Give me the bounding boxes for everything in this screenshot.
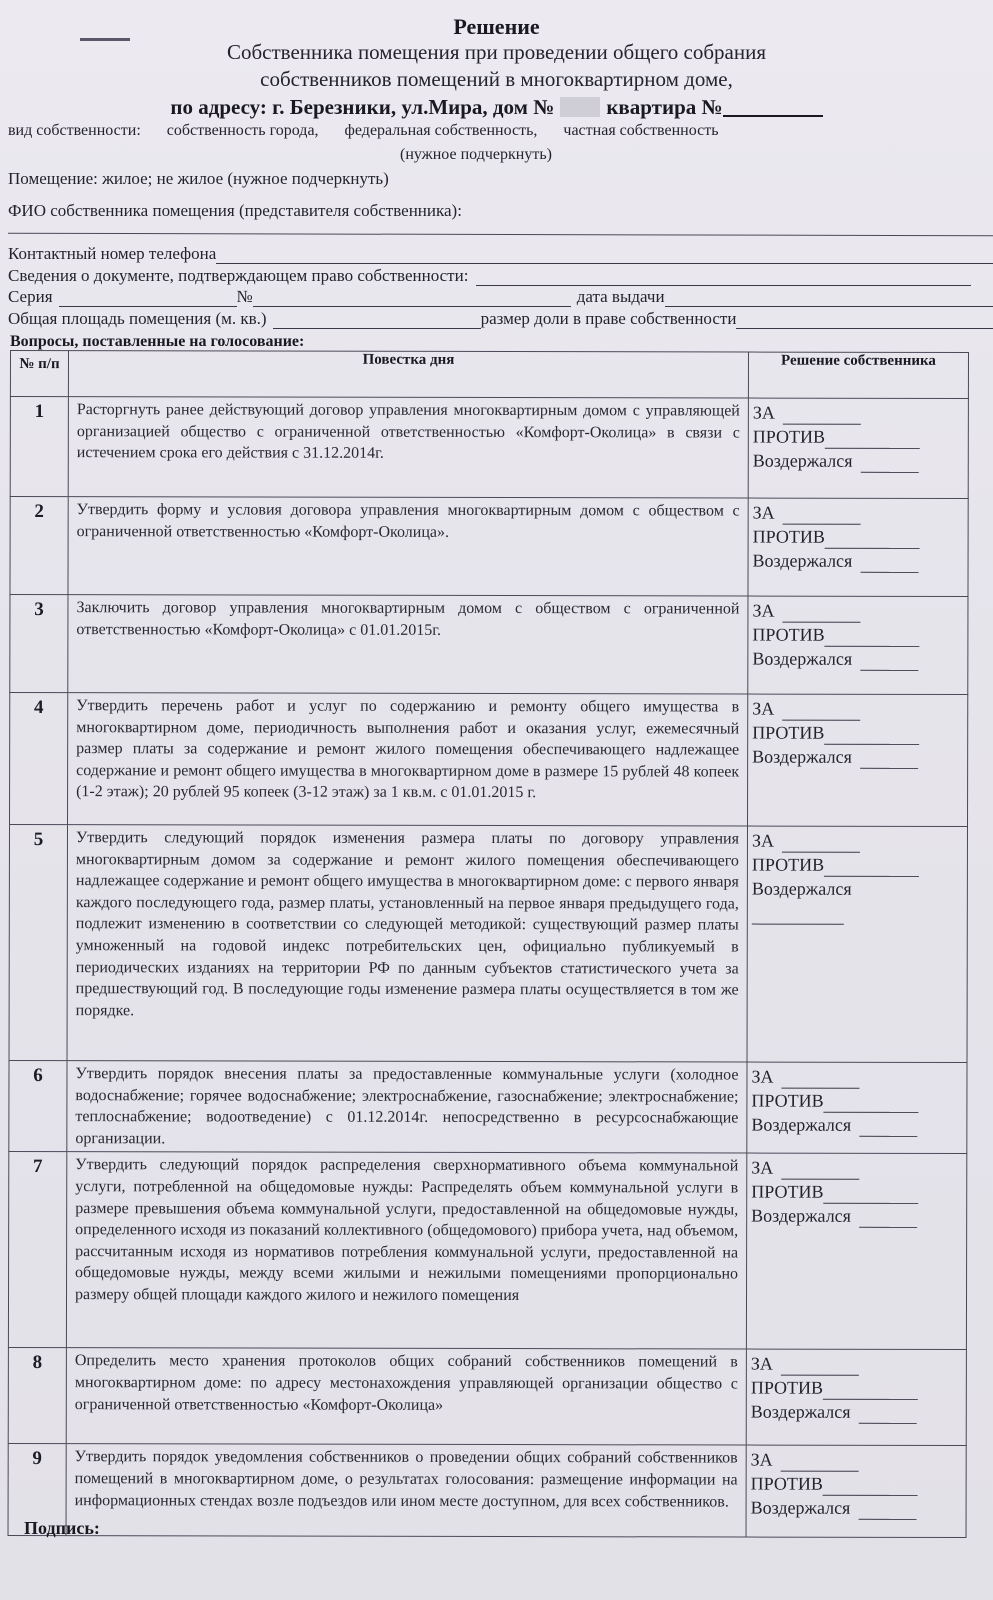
vote-for[interactable] [752,829,963,853]
document-subtitle-line-2: собственников помещений в многоквартирном доме, [260,67,733,91]
decision-cell [746,1445,966,1537]
vote-abstain-field[interactable] [860,751,918,769]
ownership-option-federal[interactable]: федеральная собственность, [344,122,538,139]
vote-against[interactable] [753,425,964,449]
vote-abstain-field[interactable] [860,555,918,573]
ownership-type-line [8,122,740,140]
address-line [0,95,993,120]
vote-abstain-field[interactable] [859,1406,917,1424]
decision-cell [746,1153,966,1349]
vote-for[interactable] [751,1448,962,1472]
vote-against-label: ПРОТИВ [752,722,825,743]
vote-abstain-field[interactable] [859,1119,917,1137]
decision-cell [748,498,968,596]
vote-abstain-label: Воздержался [751,1205,851,1227]
vote-for-label: ЗА [750,1449,773,1470]
vote-abstain[interactable] [752,647,963,671]
owner-name-label: ФИО собственника помещения (представителя собственника): [8,201,462,220]
vote-against[interactable] [751,1376,962,1400]
vote-for-field[interactable] [781,1454,859,1472]
area-label: Общая площадь помещения (м. кв.) [8,309,267,328]
vote-for-field[interactable] [782,605,860,623]
vote-for-label: ЗА [752,402,775,423]
vote-abstain-field[interactable] [858,1502,916,1520]
share-field[interactable] [736,313,993,329]
agenda-item-text: Утвердить порядок уведомления собственников о проведении общих собраний собственников помещений в многоквартирном доме, о результатах голосования: размещение информации на информационных стендах возле подъездов или ином месте доступном, для всех собственников. [66,1444,746,1537]
vote-against-field[interactable] [825,629,920,647]
row-number: 7 [8,1152,66,1348]
area-field[interactable] [273,313,481,329]
agenda-item-text: Утвердить следующий порядок изменения размера платы по договору управления многоквартирным домом за содержание и ремонт жилого помещения обеспечивающего надлежащее содержание и ремонт общего имущества в многоквартирном доме: с первого января каждого последующего года, размер платы, установленный на первое января предыдущего года, подлежит изменению в соответствии со следующей методикой: существующий размер платы умноженный на годовой индекс потребительских цен, официально публикуемый в периодических изданиях на территории РФ по данным субъектов статистического учета за предшествующий год. В последующие годы изменение размера платы осуществляется в том же порядке. [67,825,747,1062]
vote-against[interactable] [752,721,963,745]
agenda-item-text: Утвердить перечень работ и услуг по содержанию и ремонту общего имущества в многоквартирном доме, периодичность выполнения работ и оказания услуг, ежемесячный размер платы за содержание и ремонт жилого помещения обеспечивающего надлежащее содержание и ремонт общего имущества в многоквартирном доме в размере 15 рублей 48 копеек (1-2 этаж); 20 рублей 95 копеек (3-12 этаж) за 1 кв.м. с 01.01.2015 г. [68,693,748,826]
decision-cell [746,1349,966,1445]
apartment-label: квартира № [606,95,723,119]
agenda-item-text: Определить место хранения протоколов общих собраний собственников помещений в многоквартирном доме: по адресу местонахождения управляющей организации общество с ограниченной ответственностью «Комфорт-Околица» [66,1348,746,1445]
ownership-option-city[interactable]: собственность города, [166,122,319,139]
premise-type-line[interactable]: Помещение: жилое; не жилое (нужное подчеркнуть) [8,169,389,188]
issue-date-label: дата выдачи [576,287,665,306]
vote-abstain-field[interactable] [860,653,918,671]
vote-against-field[interactable] [825,531,920,549]
series-row [8,287,993,307]
vote-against[interactable] [753,525,964,549]
vote-for-label: ЗА [752,600,775,621]
vote-against-field[interactable] [824,727,919,745]
row-number: 8 [8,1348,66,1444]
vote-against-field[interactable] [823,1186,918,1204]
vote-for-field[interactable] [781,1162,859,1180]
vote-against-label: ПРОТИВ [750,1473,823,1495]
table-row [9,1060,967,1153]
agenda-item-text: Утвердить следующий порядок распределения сверхнормативного объема коммунальной услуги, потребленной на общедомовые нужды: Распределять объем коммунальной услуги в размере превышения объема коммунальной услуги, предоставленной на общедомовые нужды, определенного исходя из показаний коллективного (общедомового) прибора учета, над объемом, рассчитанным исходя из нормативов потребления коммунальной услуги, предоставленной на общедомовые нужды, между всеми жилыми и нежилыми помещениями пропорционально размеру общей площади каждого жилого и нежилого помещения [66,1152,746,1349]
vote-against[interactable] [751,1180,962,1204]
vote-abstain[interactable] [751,1113,962,1137]
owner-name-field[interactable] [8,233,993,237]
ownership-document-field[interactable] [476,270,971,286]
vote-against-label: ПРОТИВ [751,1181,824,1203]
vote-against-field[interactable] [825,431,920,449]
decision-cell [747,1062,967,1154]
document-subtitle-line-1: Собственника помещения при проведении общего собрания [226,40,767,64]
vote-for-field[interactable] [781,1358,859,1376]
row-number: 6 [9,1060,67,1151]
vote-against-label: ПРОТИВ [751,1090,824,1111]
table-row [10,595,968,695]
vote-for[interactable] [752,599,963,623]
vote-for[interactable] [751,1065,962,1089]
address-prefix: по адресу: г. Березники, ул.Мира, дом № [170,95,555,119]
vote-for[interactable] [753,401,964,425]
document-title: Решение [453,14,540,39]
vote-for-field[interactable] [782,703,860,721]
number-label: № [236,287,253,306]
agenda-item-text: Заключить договор управления многоквартирным домом с обществом с ограниченной ответственностью «Комфорт-Околица» с 01.01.2015г. [68,595,748,694]
vote-for-label: ЗА [751,1066,774,1087]
document-number-field[interactable] [253,291,571,307]
phone-label: Контактный номер телефона [8,244,217,263]
area-row [8,309,993,329]
agenda-item-text: Утвердить порядок внесения платы за предоставленные коммунальные услуги (холодное водоснабжение; горячее водоснабжение; электроснабжение, газоснабжение; электроснабжение; теплоснабжение; водоотведение) с 01.12.2014г. непосредственно в ресурсоснабжающие организации. [67,1061,747,1154]
vote-abstain-field[interactable] [859,1210,917,1228]
vote-for-label: ЗА [750,1353,773,1374]
row-number: 1 [10,397,68,497]
share-label: размер доли в праве собственности [480,309,737,328]
vote-against-label: ПРОТИВ [752,526,825,547]
vote-against-field[interactable] [824,1095,919,1113]
ownership-option-private[interactable]: частная собственность [563,122,719,139]
signature-label: Подпись: [24,1518,100,1538]
vote-for-label: ЗА [751,830,775,851]
table-header-row [10,351,968,399]
vote-abstain[interactable] [753,549,964,573]
vote-for[interactable] [752,697,963,721]
vote-abstain-label: Воздержался [752,648,853,669]
table-row [10,397,968,499]
vote-against-label: ПРОТИВ [751,854,825,875]
vote-abstain[interactable] [751,1204,962,1228]
decision-cell [748,398,968,498]
table-row [8,1444,966,1538]
issue-date-field[interactable] [665,291,993,307]
vote-against[interactable] [751,1472,962,1496]
ownership-type-label: вид собственности: [8,122,141,139]
vote-against-label: ПРОТИВ [752,426,826,447]
vote-against[interactable] [751,1089,962,1113]
table-row [10,693,968,827]
row-number: 2 [10,497,68,595]
header-agenda: Повестка дня [68,351,748,398]
vote-against-field[interactable] [824,859,919,877]
row-number: 5 [9,825,67,1061]
table-row [8,1348,966,1446]
row-number: 9 [8,1444,66,1536]
vote-abstain-label: Воздержался [751,878,852,899]
vote-abstain-label: Воздержался [751,1114,852,1135]
table-row [10,497,968,597]
phone-field[interactable] [216,248,993,264]
house-number-redacted [560,97,600,117]
vote-abstain-label: Воздержался [750,1497,851,1519]
vote-for-label: ЗА [752,698,775,719]
vote-for-label: ЗА [751,1157,774,1178]
vote-for-label: ЗА [752,502,775,523]
vote-abstain[interactable] [751,1400,962,1424]
phone-row [8,244,993,264]
vote-abstain-field[interactable] [861,455,919,473]
series-label: Серия [8,287,53,306]
row-number: 4 [10,693,68,825]
vote-against[interactable] [752,623,963,647]
vote-for[interactable] [751,1156,962,1180]
vote-abstain[interactable] [752,877,963,925]
vote-abstain-label: Воздержался [750,1401,851,1423]
table-row [8,1152,966,1350]
vote-against-label: ПРОТИВ [752,624,825,645]
vote-for-field[interactable] [781,1071,859,1089]
vote-abstain-label: Воздержался [752,746,852,767]
agenda-item-text: Утвердить форму и условия договора управления многоквартирным домом с обществом с ограниченной ответственностью «Комфорт-Околица». [68,497,748,596]
agenda-table [8,350,969,1538]
vote-abstain[interactable] [751,1496,962,1520]
questions-heading: Вопросы, поставленные на голосование: [10,333,305,350]
row-number: 3 [10,595,68,693]
agenda-item-text: Расторгнуть ранее действующий договор управления многоквартирным домом с управляющей организацией общество с ограниченной ответственностью «Комфорт-Околица» в связи с истечением срока его действия с 31.12.2014г. [68,397,748,498]
vote-against[interactable] [752,853,963,877]
table-row [9,825,967,1063]
decision-cell [747,826,967,1062]
vote-abstain[interactable] [752,745,963,769]
vote-against-label: ПРОТИВ [750,1377,824,1399]
ownership-document-row [8,266,993,286]
header-decision: Решение собственника [748,352,968,398]
header-number: № п/п [10,351,68,397]
vote-for-field[interactable] [783,407,861,425]
ownership-document-label: Сведения о документе, подтверждающем право собственности: [8,266,469,285]
vote-for-field[interactable] [782,835,860,853]
apartment-number-field[interactable] [723,99,823,117]
vote-for-field[interactable] [783,507,861,525]
series-field[interactable] [59,291,237,307]
vote-for[interactable] [751,1352,962,1376]
vote-abstain-field[interactable] [752,907,844,925]
vote-against-field[interactable] [823,1478,918,1496]
vote-against-field[interactable] [823,1382,918,1400]
vote-abstain-label: Воздержался [752,450,853,471]
vote-abstain[interactable] [753,449,964,473]
decision-cell [748,694,968,826]
vote-abstain-label: Воздержался [752,550,853,571]
vote-for[interactable] [753,501,964,525]
decision-cell [748,596,968,694]
underline-hint: (нужное подчеркнуть) [400,146,552,163]
